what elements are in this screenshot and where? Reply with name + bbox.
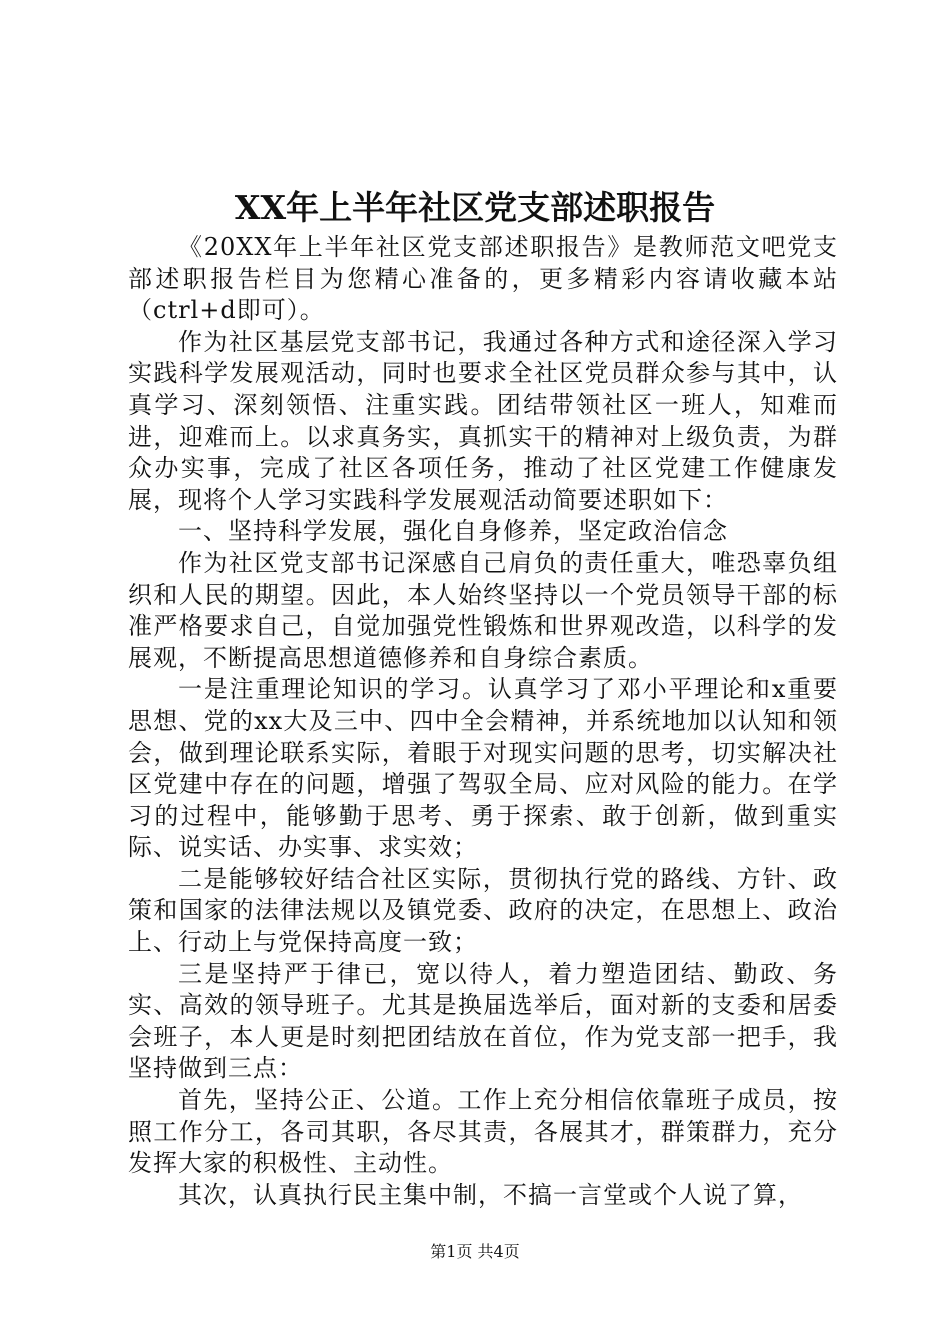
paragraph: 作为社区基层党支部书记，我通过各种方式和途径深入学习实践科学发展观活动，同时也要求全社区党员群众参与其中，认真学习、深刻领悟、注重实践。团结带领社区一班人，知难而进，迎难而上。以求真务实，真抓实干的精神对上级负责，为群众办实事，完成了社区各项任务，推动了社区党建工作健康发展，现将个人学习实践科学发展观活动简要述职如下： (128, 327, 838, 514)
paragraph: 作为社区党支部书记深感自己肩负的责任重大，唯恐辜负组织和人民的期望。因此，本人始终坚持以一个党员领导干部的标准严格要求自己，自觉加强党性锻炼和世界观改造，以科学的发展观，不断提高思想道德修养和自身综合素质。 (128, 548, 838, 672)
page-footer: 第1页 共4页 (430, 1242, 520, 1261)
paragraph: 二是能够较好结合社区实际，贯彻执行党的路线、方针、政策和国家的法律法规以及镇党委、政府的决定，在思想上、政治上、行动上与党保持高度一致； (128, 864, 838, 957)
document-title: XX年上半年社区党支部述职报告 (234, 188, 716, 227)
paragraph: 一是注重理论知识的学习。认真学习了邓小平理论和x重要思想、党的xx大及三中、四中全会精神，并系统地加以认知和领会，做到理论联系实际，着眼于对现实问题的思考，切实解决社区党建中存在的问题，增强了驾驭全局、应对风险的能力。在学习的过程中，能够勤于思考、勇于探索、敢于创新，做到重实际、说实话、办实事、求实效； (128, 675, 838, 862)
paragraph: 《20XX年上半年社区党支部述职报告》是教师范文吧党支部述职报告栏目为您精心准备的，更多精彩内容请收藏本站（ctrl+d即可）。 (128, 233, 838, 325)
document-body (128, 232, 838, 1211)
paragraph: 三是坚持严于律已，宽以待人，着力塑造团结、勤政、务实、高效的领导班子。尤其是换届选举后，面对新的支委和居委会班子，本人更是时刻把团结放在首位，作为党支部一把手，我坚持做到三点： (128, 959, 838, 1083)
paragraph: 首先，坚持公正、公道。工作上充分相信依靠班子成员，按照工作分工，各司其职，各尽其责，各展其才，群策群力，充分发挥大家的积极性、主动性。 (128, 1086, 838, 1178)
section-heading: 一、坚持科学发展，强化自身修养，坚定政治信念 (178, 517, 728, 546)
paragraph: 其次，认真执行民主集中制，不搞一言堂或个人说了算， (178, 1180, 803, 1209)
